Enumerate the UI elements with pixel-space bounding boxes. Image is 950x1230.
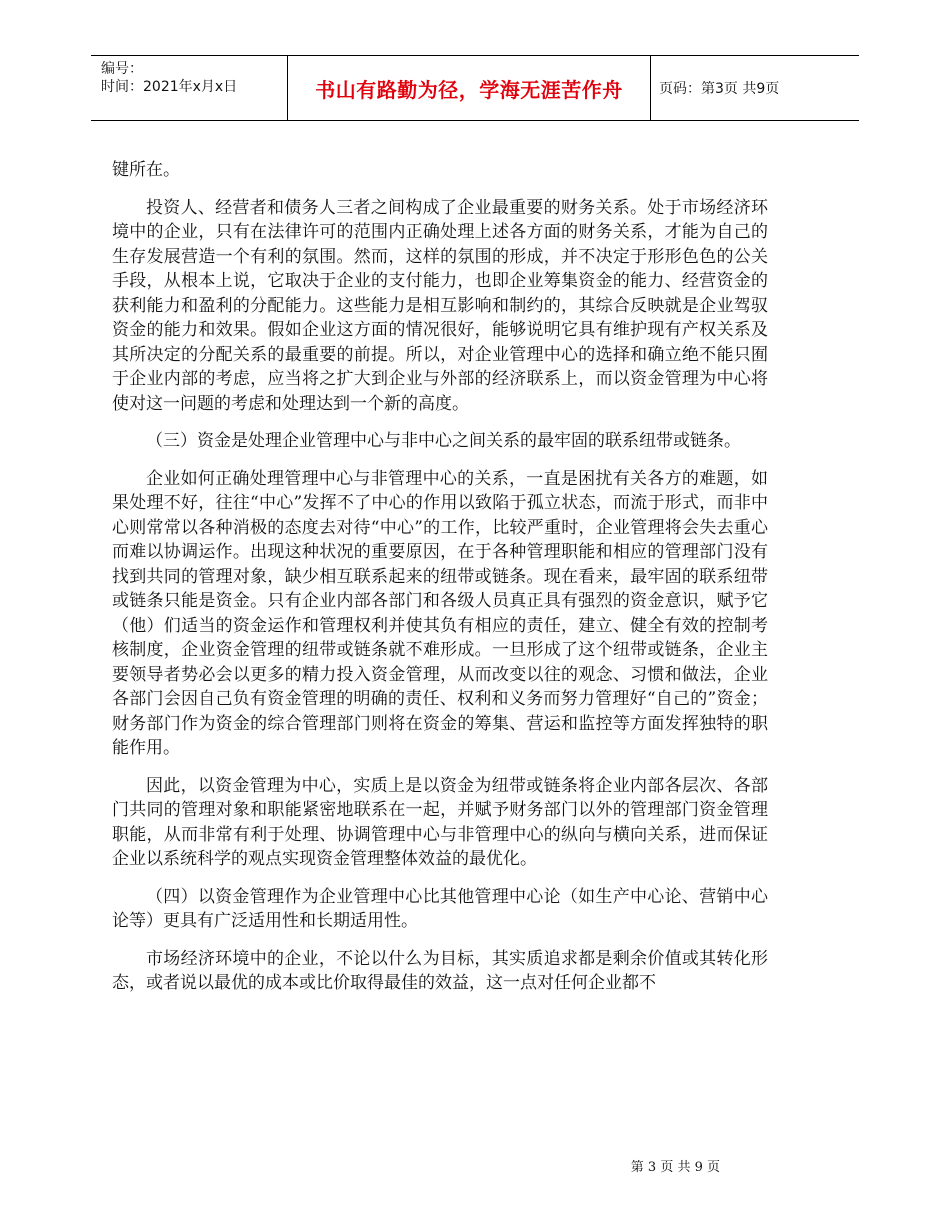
document-time-label: 时间：2021年x月x日 <box>101 79 238 95</box>
page-footer: 第 3 页 共 9 页 <box>630 1160 720 1175</box>
paragraph-management-center: 企业如何正确处理管理中心与非管理中心的关系，一直是困扰有关各方的难题，如果处理不好，往往“中心”发挥不了中心的作用以致陷于孤立状态，而流于形式，而非中心则常常以各种消极的态度去对待“中心”的工作，比较严重时，企业管理将会失去重心而难以协调运作。出现这种状况的重要原因，在于各种管理职能和相应的管理部门没有找到共同的管理对象，缺少相互联系起来的纽带或链条。现在看来，最牢固的联系纽带或链条只能是资金。只有企业内部各部门和各级人员真正具有强烈的资金意识，赋予它（他）们适当的资金运作和管理权利并使其负有相应的责任，建立、健全有效的控制考核制度，企业资金管理的纽带或链条就不难形成。一旦形成了这个纽带或链条，企业主要领导者势必会以更多的精力投入资金管理，从而改变以往的观念、习惯和做法，企业各部门会因自己负有资金管理的明确的责任、权利和义务而努力管理好“自己的”资金；财务部门作为资金的综合管理部门则将在资金的筹集、营运和监控等方面发挥独特的职能作用。 <box>112 468 768 758</box>
document-body <box>112 158 768 1009</box>
header-divider-right <box>650 56 651 120</box>
header-page-info: 页码：第3页 共9页 <box>659 81 780 97</box>
header-motto: 书山有路勤为径，学海无涯苦作舟 <box>315 77 623 102</box>
paragraph-conclusion: 因此，以资金管理为中心，实质上是以资金为纽带或链条将企业内部各层次、各部门共同的管理对象和职能紧密地联系在一起，并赋予财务部门以外的管理部门资金管理职能，从而非常有利于处理、协调管理中心与非管理中心的纵向与横向关系，进而保证企业以系统科学的观点实现资金管理整体效益的最优化。 <box>112 775 768 869</box>
paragraph-market-economy: 市场经济环境中的企业，不论以什么为目标，其实质追求都是剩余价值或其转化形态，或者说以最优的成本或比价取得最佳的效益，这一点对任何企业都不 <box>112 948 768 993</box>
page-header <box>91 55 859 121</box>
section-heading-3: （三）资金是处理企业管理中心与非中心之间关系的最牢固的联系纽带或链条。 <box>146 431 741 451</box>
paragraph-financial-relations: 投资人、经营者和债务人三者之间构成了企业最重要的财务关系。处于市场经济环境中的企业，只有在法律许可的范围内正确处理上述各方面的财务关系，才能为自己的生存发展营造一个有利的氛围。然而，这样的氛围的形成，并不决定于形形色色的公关手段，从根本上说，它取决于企业的支付能力，也即企业筹集资金的能力、经营资金的获利能力和盈利的分配能力。这些能力是相互影响和制约的，其综合反映就是企业驾驭资金的能力和效果。假如企业这方面的情况很好，能够说明它具有维护现有产权关系及其所决定的分配关系的最重要的前提。所以，对企业管理中心的选择和确立绝不能只囿于企业内部的考虑，应当将之扩大到企业与外部的经济联系上，而以资金管理为中心将使对这一问题的考虑和处理达到一个新的高度。 <box>112 197 768 414</box>
paragraph-continuation: 键所在。 <box>112 160 180 180</box>
header-meta <box>101 60 237 96</box>
section-heading-4: （四）以资金管理作为企业管理中心比其他管理中心论（如生产中心论、营销中心论等）更具有广泛适用性和长期适用性。 <box>112 886 768 931</box>
document-number-label: 编号： <box>101 61 143 77</box>
